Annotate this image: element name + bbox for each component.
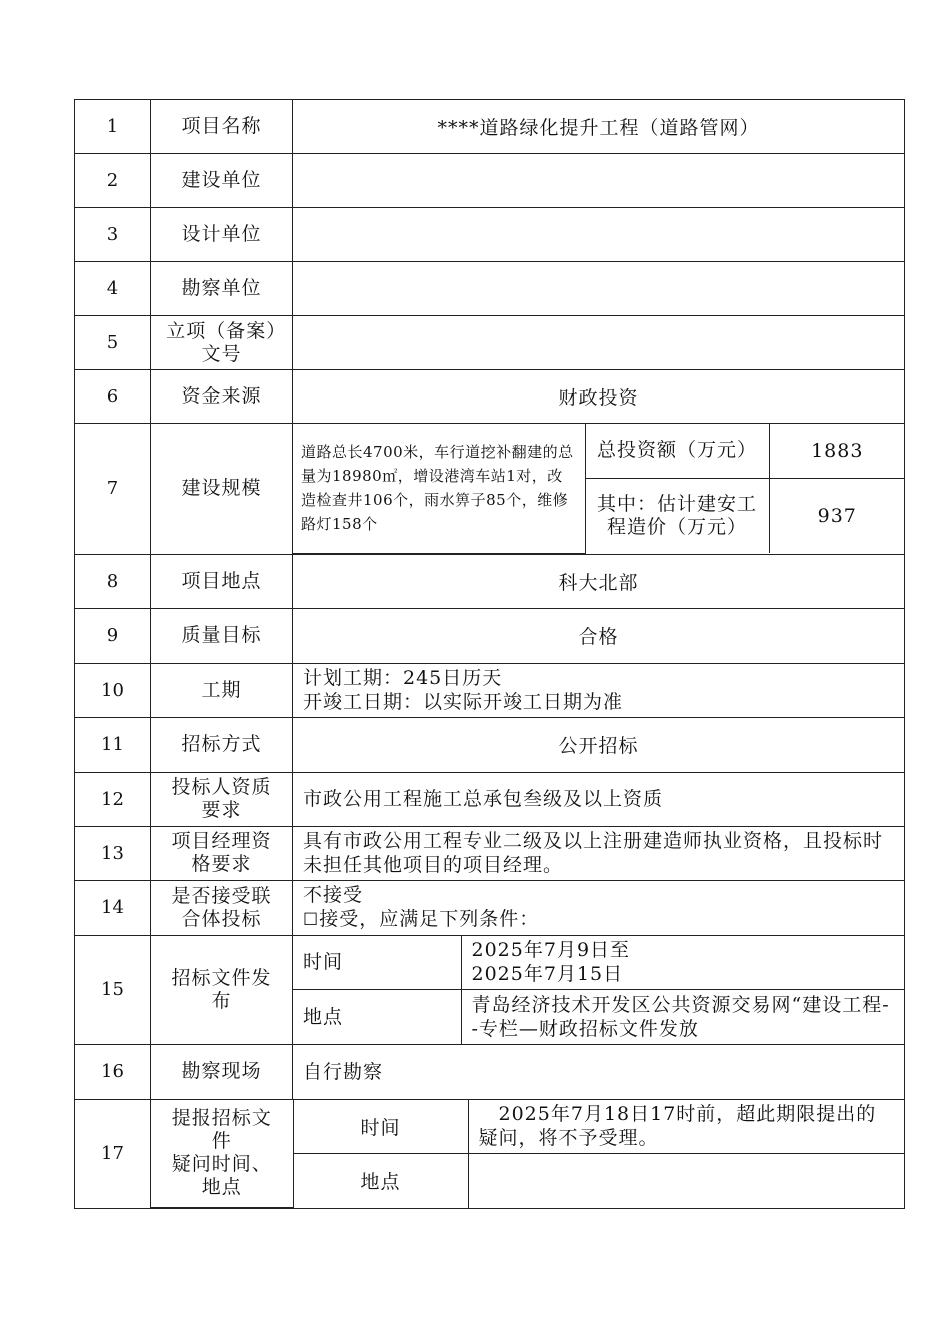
table-row [75,370,905,424]
quality-target-value: 合格 [293,608,905,663]
row-label: 勘察单位 [151,262,293,316]
row-number: 15 [75,935,151,1044]
checkbox-icon[interactable]: ☐ [303,910,320,930]
questions-label-line1: 提报招标文件 [171,1107,272,1153]
row-label: 质量目标 [151,608,293,663]
total-investment-label: 总投资额（万元） [585,424,769,478]
table-row [75,717,905,772]
row-label: 建设单位 [151,154,293,208]
docs-subtable [293,936,905,1044]
row-number: 11 [75,717,151,772]
table-row [75,880,905,935]
questions-label [151,1100,293,1208]
site-survey-value: 自行勘察 [293,1044,905,1099]
design-unit-value [293,208,905,262]
docs-start-date: 2025年7月9日至 [471,939,631,962]
docs-time-value [461,936,905,990]
questions-subtable [151,1100,905,1209]
table-row [75,663,905,717]
questions-cell [151,1099,905,1209]
row-label: 项目地点 [151,554,293,608]
total-investment-value: 1883 [769,424,905,478]
approval-number-value [293,316,905,370]
table-row [75,100,905,154]
bid-info-table [74,99,905,1209]
consortium-cell [293,880,905,935]
construction-period-cell [293,663,905,717]
row-label: 是否接受联合体投标 [151,880,293,935]
table-row [75,262,905,316]
questions-label-line2: 疑问时间、地点 [171,1153,272,1199]
survey-unit-value [293,262,905,316]
row-number: 1 [75,100,151,154]
consortium-not-accepted: 不接受 [303,884,364,906]
row-label: 招标文件发布 [151,935,293,1044]
row-number: 10 [75,663,151,717]
row-label: 招标方式 [151,717,293,772]
docs-place-label: 地点 [293,990,461,1044]
row-label: 建设规模 [151,424,293,555]
table-row [75,826,905,880]
row-label: 立项（备案）文号 [151,316,293,370]
construction-cost-value: 937 [769,478,905,553]
row-label: 项目名称 [151,100,293,154]
row-label: 勘察现场 [151,1044,293,1099]
manager-qualification-value: 具有市政公用工程专业二级及以上注册建造师执业资格，且投标时未担任其他项目的项目经理。 [293,826,905,880]
planned-period: 计划工期：245日历天 [303,667,503,689]
questions-time-label: 时间 [293,1100,468,1154]
row-number: 6 [75,370,151,424]
table-row [75,1044,905,1099]
table-row [75,608,905,663]
table-row [75,554,905,608]
row-label: 工期 [151,663,293,717]
start-end-date: 开竣工日期：以实际开竣工日期为准 [303,691,624,713]
questions-time-value: 2025年7月18日17时前，超此期限提出的疑问，将不予受理。 [468,1100,905,1154]
row-number: 9 [75,608,151,663]
consortium-accepted-option [303,907,894,932]
questions-place-value [468,1154,905,1208]
docs-place-value: 青岛经济技术开发区公共资源交易网“建设工程--专栏—财政招标文件发放 [461,990,905,1044]
table-row [75,316,905,370]
docs-cell [293,935,905,1044]
construction-unit-value [293,154,905,208]
scale-cell [293,424,905,555]
row-label: 设计单位 [151,208,293,262]
row-label: 投标人资质要求 [151,772,293,826]
table-row [75,1099,905,1209]
consortium-accepted-text: 接受，应满足下列条件： [319,908,540,930]
row-number: 16 [75,1044,151,1099]
bid-info-sheet [74,99,904,1209]
row-label: 项目经理资格要求 [151,826,293,880]
table-row [75,208,905,262]
row-number: 12 [75,772,151,826]
table-row [75,935,905,1044]
row-label: 资金来源 [151,370,293,424]
row-number: 2 [75,154,151,208]
scale-description: 道路总长4700米，车行道挖补翻建的总量为18980㎡，增设港湾车站1对，改造检查井106个，雨水箅子85个，维修路灯158个 [293,424,585,553]
row-number: 7 [75,424,151,555]
row-number: 3 [75,208,151,262]
project-name-value: ****道路绿化提升工程（道路管网） [293,100,905,154]
row-number: 13 [75,826,151,880]
docs-time-label: 时间 [293,936,461,990]
row-number: 17 [75,1099,151,1209]
row-number: 8 [75,554,151,608]
scale-subtable [293,424,905,554]
row-number: 5 [75,316,151,370]
table-row [75,772,905,826]
docs-end-date: 2025年7月15日 [471,963,624,986]
table-row [75,154,905,208]
row-number: 4 [75,262,151,316]
questions-place-label: 地点 [293,1154,468,1208]
funding-source-value: 财政投资 [293,370,905,424]
project-location-value: 科大北部 [293,554,905,608]
row-number: 14 [75,880,151,935]
construction-cost-label: 其中：估计建安工程造价（万元） [585,478,769,553]
bidding-method-value: 公开招标 [293,717,905,772]
bidder-qualification-value: 市政公用工程施工总承包叁级及以上资质 [293,772,905,826]
table-row [75,424,905,555]
